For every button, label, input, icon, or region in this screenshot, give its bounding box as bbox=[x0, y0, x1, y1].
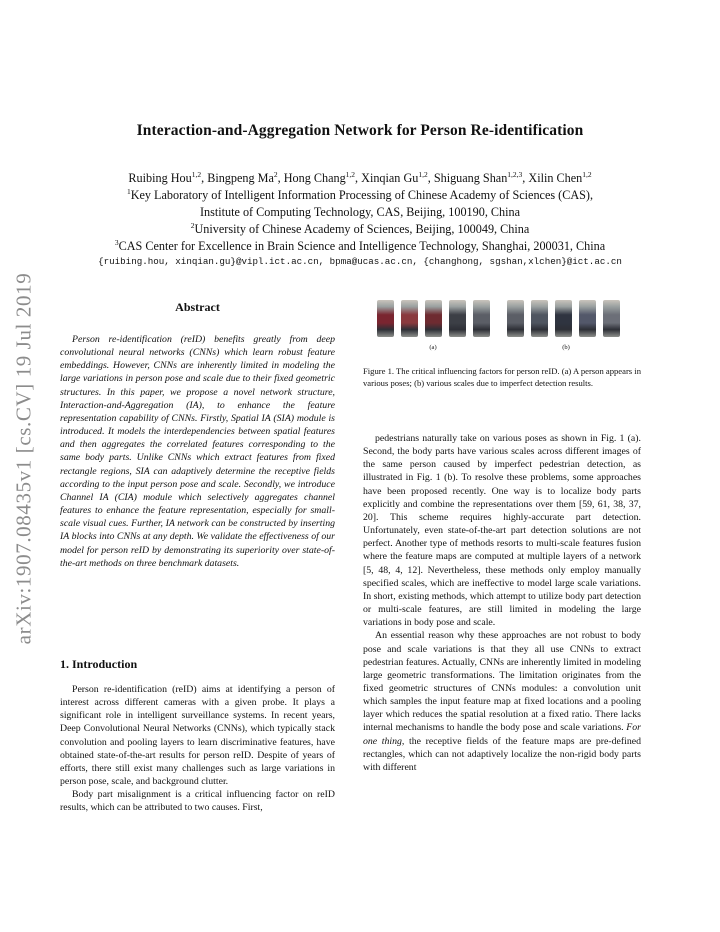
affiliation-1: $^1$Key Laboratory of Intelligent Information Processing of Chinese Academy of Sciences (CAS), bbox=[126, 187, 594, 202]
person-thumbnail bbox=[401, 300, 418, 337]
person-thumbnail bbox=[507, 300, 524, 337]
affiliation-3: $^3$CAS Center for Excellence in Brain Science and Intelligence Technology, Shanghai, 200031, China bbox=[114, 238, 606, 253]
figure-1a-label: (a) bbox=[429, 344, 437, 351]
right-column-body bbox=[363, 432, 641, 774]
right-paragraph-1: pedestrians naturally take on various poses as shown in Fig. 1 (a). Second, the body parts have various scales across different images of the same person caused by imperfect pedestrian detection, as illustrated in Fig. 1 (b). To resolve these problems, some approaches have been proposed recently. One way is to localize body parts explicitly and combine the representations over them [59, 61, 38, 37, 20]. This scheme requires highly-accurate part detection. Unfortunately, even state-of-the-art part detection solutions are not perfect. Another type of methods resorts to multi-scale features fusion where the feature maps are computed at multiple layers of a network [5, 48, 4, 12]. Nevertheless, these methods only employ manually specified scales, which are ineffective to model large scale variations. In short, existing methods, which attempt to utilize body part detection or multi-scale features, are still limited in modeling the large variations in body pose and scale. bbox=[363, 433, 641, 629]
right-paragraph-2: An essential reason why these approaches are not robust to body pose and scale variations is that they all use CNNs to extract pedestrian features. Actually, CNNs are inherently limited in modeling large geometric transformations. The limitation originates from the fixed geometric structures of CNNs modules: a convolution unit which samples the input feature map at fixed locations and a pooling layer which reduces the spatial resolution at a fixed ratio. There lacks internal mechanisms to handle the body pose and scale variations. For one thing, the receptive fields of the feature maps are pre-defined rectangles, which can not adaptively localize the non-rigid body parts with different bbox=[363, 630, 641, 773]
arxiv-stamp: arXiv:1907.08435v1 [cs.CV] 19 Jul 2019 bbox=[11, 272, 36, 645]
intro-body bbox=[60, 683, 335, 815]
intro-heading: 1. Introduction bbox=[60, 657, 138, 671]
person-thumbnail bbox=[555, 300, 572, 337]
abstract-heading: Abstract bbox=[175, 300, 220, 314]
abstract-body: Person re-identification (reID) benefits greatly from deep convolutional neural networks (CNNs) which learn robust feature embeddings. However, CNNs are inherently limited in modeling the large variations in person pose and scale due to their fixed geometric structures. In this paper, we propose a novel network structure, Interaction-and-Aggregation (IA), to enhance the feature representation capability of CNNs. Firstly, Spatial IA (SIA) module is introduced. It models the interdependencies between spatial features and then aggregates the correlated features corresponding to the same body parts. Unlike CNNs which extract features from fixed rectangle regions, SIA can adaptively determine the receptive fields according to the input person pose and scale. Secondly, we introduce Channel IA (CIA) module which selectively aggregates channel features to enhance the feature representation, especially for small-scale visual cues. Further, IA network can be constructed by inserting IA blocks into CNNs at any depth. We validate the effectiveness of our model for person reID by demonstrating its superiority over state-of-the-art methods on three benchmark datasets. bbox=[60, 334, 335, 569]
author-list: Ruibing Hou$^{1,2}$, Bingpeng Ma$^2$, Hong Chang$^{1,2}$, Xinqian Gu$^{1,2}$, Shiguang Shan$^{1,2,3}$, Xilin Chen$^{1,2}$ bbox=[128, 170, 592, 185]
figure-1b-label: (b) bbox=[562, 344, 570, 351]
affiliation-2: $^2$University of Chinese Academy of Sciences, Beijing, 100049, China bbox=[190, 221, 530, 236]
intro-paragraph-1: Person re-identification (reID) aims at identifying a person of interest across different cameras with a given probe. It plays a significant role in intelligent surveillance systems. In recent years, Deep Convolutional Neural Networks (CNNs), which typically stack convolution and pooling layers to learn discriminative features, have obtained state-of-the-art results for person reID. Despite of years of efforts, there still exist many challenges such as large variations in person pose, scale, and background clutter. bbox=[60, 684, 335, 788]
intro-paragraph-2: Body part misalignment is a critical influencing factor on reID results, which can be attributed to two causes. First, bbox=[60, 789, 335, 814]
person-thumbnail bbox=[473, 300, 490, 337]
person-thumbnail bbox=[377, 300, 394, 337]
person-thumbnail bbox=[579, 300, 596, 337]
affiliation-1-cont: Institute of Computing Technology, CAS, Beijing, 100190, China bbox=[199, 205, 521, 219]
paper-title: Interaction-and-Aggregation Network for Person Re-identification bbox=[136, 122, 584, 139]
person-thumbnail bbox=[449, 300, 466, 337]
author-emails: {ruibing.hou, xinqian.gu}@vipl.ict.ac.cn, bpma@ucas.ac.cn, {changhong, sgshan,xlchen}@ict.ac.cn bbox=[98, 256, 622, 267]
person-thumbnail bbox=[603, 300, 620, 337]
person-thumbnail bbox=[531, 300, 548, 337]
person-thumbnail bbox=[425, 300, 442, 337]
figure-1-caption: Figure 1. The critical influencing factors for person reID. (a) A person appears in various poses; (b) various scales due to imperfect detection results. bbox=[363, 366, 641, 388]
